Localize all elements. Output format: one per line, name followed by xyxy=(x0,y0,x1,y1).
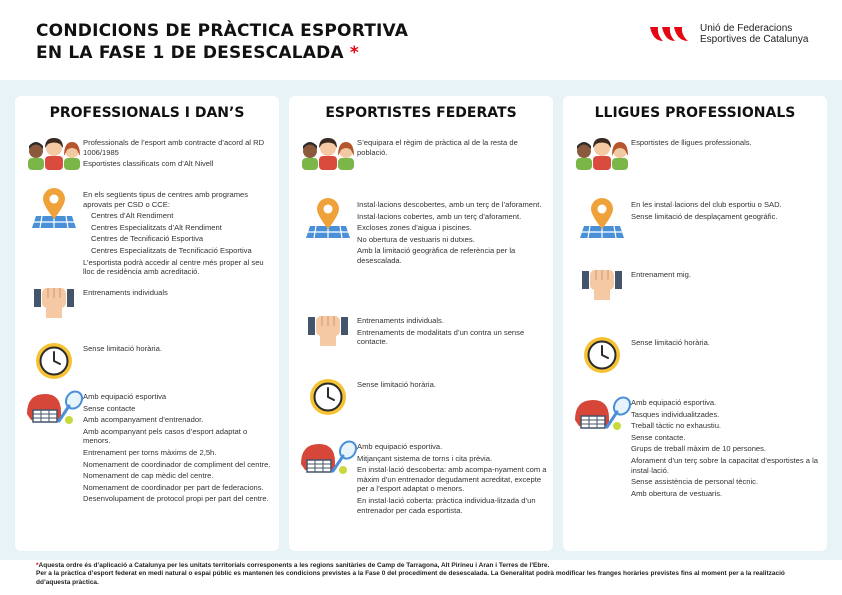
row-line: Nomenament de coordinador per part de federacions. xyxy=(83,482,264,492)
row-line: Centres Especialitzats de Tecnificació Esportiva xyxy=(91,245,252,255)
sports-equipment-icon xyxy=(573,396,631,432)
title-asterisk: * xyxy=(349,43,359,63)
row-line: Treball tàctic no exhaustiu. xyxy=(631,421,722,431)
row-line: Esportistes de lligues professionals. xyxy=(631,138,752,147)
card-federats xyxy=(289,96,553,551)
clock-icon xyxy=(583,336,621,374)
row-line: Desenvolupament de protocol propi per part del centre. xyxy=(83,494,269,504)
header xyxy=(0,0,842,80)
footnote-line-1: Aquesta ordre és d’aplicació a Catalunya per les unitats territorials corresponents a les regions sanitàries de Camp de Tarragona, Alt Pirineu i Aran i Terres de l’Ebre. xyxy=(38,562,550,569)
row-athletes xyxy=(573,136,823,170)
footnote xyxy=(36,562,816,587)
row-line: Entrenaments de modalitats d’un contra un sense contacte. xyxy=(357,327,525,347)
card-title: PROFESSIONALS I DAN’S xyxy=(49,105,245,121)
ufec-logo-icon xyxy=(648,23,692,45)
row-equipment xyxy=(25,390,275,506)
row-line: Grups de treball màxim de 10 persones. xyxy=(631,444,767,454)
row-line: Mitjançant sistema de torns i cita prèvia. xyxy=(357,453,493,463)
row-line: Aforament d’un terç sobre la capacitat d’esportistes a la instal·lació. xyxy=(631,455,818,475)
title-line-1: CONDICIONS DE PRÀCTICA ESPORTIVA xyxy=(36,21,409,41)
row-line: Sense limitació horària. xyxy=(357,380,436,389)
row-fist xyxy=(299,314,549,349)
row-line: Amb acompanyament d’entrenador. xyxy=(83,415,204,425)
row-line: Amb equipació esportiva. xyxy=(631,398,717,407)
row-line: Entrenaments individuals xyxy=(83,288,168,297)
fist-icon xyxy=(582,268,622,300)
logo-line-1: Unió de Federacions xyxy=(700,23,793,34)
athletes-icon xyxy=(26,136,82,170)
row-clock xyxy=(573,336,823,374)
row-line: Sense assistència de personal tècnic. xyxy=(631,477,759,487)
row-fist xyxy=(25,286,275,318)
row-line: En instal·lació coberta: pràctica individua-litzada d’un entrenador per cada esportista. xyxy=(357,495,536,515)
row-line: Amb acompanyant pels casos d’esport adaptat o menors. xyxy=(83,426,248,446)
row-location xyxy=(573,198,823,240)
card-lligues xyxy=(563,96,827,551)
ufec-logo xyxy=(648,23,808,45)
clock-icon xyxy=(35,342,73,380)
row-line: Sense limitació horària. xyxy=(631,338,710,347)
athletes-icon xyxy=(574,136,630,170)
location-map-icon xyxy=(580,198,624,240)
row-line: Amb equipació esportiva. xyxy=(357,442,443,451)
card-title: LLIGUES PROFESSIONALS xyxy=(594,105,796,121)
row-line: Centres de Tecnificació Esportiva xyxy=(91,234,204,244)
row-line: Excloses zones d’aigua i piscines. xyxy=(357,223,472,233)
row-line: Esportistes classificats com d’Alt Nivell xyxy=(83,159,214,169)
logo-line-2: Esportives de Catalunya xyxy=(700,34,809,45)
row-line: Amb la limitació geogràfica de referència per la desescalada. xyxy=(357,246,516,265)
row-line: En els següents tipus de centres amb programes aprovats per CSD o CCE: xyxy=(83,190,249,209)
row-fist xyxy=(573,268,823,300)
footnote-line-2: Per a la pràctica d’esport federat en medi natural o espai públic es mantenen les condicions previstes a la Fase 0 del procediment de desescalada. La Generalitat podrà modificar les franges horàries previstes fins al moment per a la realització dd’aquesta pràctica. xyxy=(36,570,785,586)
row-line: Entrenament mig. xyxy=(631,270,691,279)
athletes-icon xyxy=(300,136,356,170)
sports-equipment-icon xyxy=(299,440,357,476)
row-line: Professionals de l’esport amb contracte d’acord al RD 1006/1985 xyxy=(83,138,265,157)
row-athletes xyxy=(299,136,549,170)
footnote-asterisk: * xyxy=(36,562,39,569)
page-title xyxy=(36,20,408,64)
row-line: En instal·lació descoberta: amb acompa-nyament com a màxim d’un entrenador degudament acreditat, excepte per a l’esport adaptat o menors. xyxy=(357,465,547,494)
row-line: Nomenament de coordinador de compliment del centre. xyxy=(83,459,271,469)
clock-icon xyxy=(309,378,347,416)
row-line: Sense contacte xyxy=(83,403,136,413)
row-athletes xyxy=(25,136,275,171)
row-line: Entrenaments individuals. xyxy=(357,316,444,325)
title-line-2: EN LA FASE 1 DE DESESCALADA xyxy=(36,43,344,63)
row-equipment xyxy=(573,396,823,500)
row-line: Instal·lacions descobertes, amb un terç de l’aforament. xyxy=(357,200,542,209)
location-map-icon xyxy=(306,198,350,240)
row-line: S’equipara el règim de pràctica al de la resta de població. xyxy=(357,138,518,157)
row-line: Instal·lacions cobertes, amb un terç d’aforament. xyxy=(357,211,522,221)
row-line: Sense limitació horària. xyxy=(83,344,162,353)
row-line: Centres Especialitzats d’Alt Rendiment xyxy=(91,222,222,232)
row-equipment xyxy=(299,440,549,517)
row-line: En les instal·lacions del club esportiu o SAD. xyxy=(631,200,782,209)
row-line: Amb equipació esportiva xyxy=(83,392,167,401)
row-line: Tasques individualitzades. xyxy=(631,409,720,419)
row-line: No obertura de vestuaris ni dutxes. xyxy=(357,234,475,244)
fist-icon xyxy=(308,314,348,346)
row-clock xyxy=(299,378,549,416)
row-clock xyxy=(25,342,275,380)
row-line: Centres d’Alt Rendiment xyxy=(91,211,174,221)
sports-equipment-icon xyxy=(25,390,83,426)
fist-icon xyxy=(34,286,74,318)
card-professionals xyxy=(15,96,279,551)
row-location xyxy=(25,188,275,279)
row-line: Entrenament per torns màxims de 2,5h. xyxy=(83,447,217,457)
row-location xyxy=(299,198,549,268)
row-line: Sense limitació de desplaçament geogràfic. xyxy=(631,211,778,221)
location-map-icon xyxy=(32,188,76,230)
row-line: Sense contacte. xyxy=(631,432,686,442)
card-title: ESPORTISTES FEDERATS xyxy=(325,105,517,121)
row-line: Amb obertura de vestuaris. xyxy=(631,488,723,498)
row-line: L’esportista podrà accedir al centre més proper al seu lloc de residència amb acreditació. xyxy=(83,257,264,277)
row-line: Nomenament de cap mèdic del centre. xyxy=(83,471,214,481)
